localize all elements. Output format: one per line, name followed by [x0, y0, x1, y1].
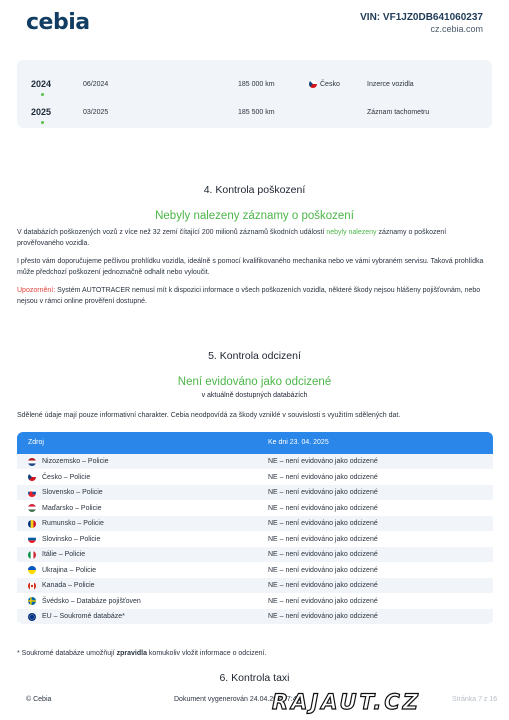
theft-table-row: [17, 470, 493, 486]
warning-label: Upozornění:: [17, 287, 56, 294]
column-date: Ke dni 23. 04. 2025: [268, 439, 329, 446]
theft-source: Itálie – Policie: [42, 551, 86, 558]
footer-page: Stránka 7 z 16: [452, 696, 498, 703]
flag-si-icon: [28, 535, 36, 543]
flag-nl-icon: [28, 458, 36, 466]
theft-table-row: [17, 516, 493, 532]
theft-table-row: [17, 578, 493, 594]
theft-source: EU – Soukromé databáze*: [42, 613, 125, 620]
theft-table-row: [17, 609, 493, 625]
theft-table-row: [17, 501, 493, 517]
timeline-date: 03/2025: [83, 109, 109, 116]
timeline-source: Inzerce vozidla: [367, 81, 414, 88]
footer-generated: Dokument vygenerován 24.04.2025 7:40: [174, 696, 301, 703]
flag-ua-icon: [28, 566, 36, 574]
footnote-text-end: komukoliv vložit informace o odcizení.: [146, 650, 267, 657]
timeline-country: Česko: [320, 81, 340, 88]
theft-status: NE – není evidováno jako odcizené: [268, 613, 378, 620]
timeline-source: Záznam tachometru: [367, 109, 430, 116]
theft-source: Slovinsko – Policie: [42, 535, 101, 543]
mileage-timeline: [17, 60, 492, 128]
theft-source: Švédsko – Databáze pojišťoven: [42, 597, 141, 605]
damage-section-title: 4. Kontrola poškození: [203, 184, 306, 196]
theft-headline: Není evidováno jako odcizené: [177, 376, 332, 388]
theft-table-row: [17, 532, 493, 548]
footer-copyright: © Cebia: [26, 696, 52, 703]
theft-table-row: [17, 485, 493, 501]
flag-hu-icon: [28, 504, 36, 512]
czech-flag-icon: [309, 80, 317, 88]
cebia-logo: cebia: [26, 10, 90, 35]
page-footer: [0, 690, 509, 720]
timeline-row: [17, 71, 492, 99]
flag-ca-icon: [28, 582, 36, 590]
theft-status: NE – není evidováno jako odcizené: [268, 597, 378, 605]
theft-source: Kanada – Policie: [42, 582, 95, 589]
theft-table-row: [17, 563, 493, 579]
damage-p1-highlight: nebyly nalezeny: [326, 229, 377, 236]
timeline-year: 2025: [31, 107, 52, 117]
theft-source: Ukrajina – Policie: [42, 566, 97, 574]
damage-p1-text-end: záznamy o poškození prověřovaného vozidla.: [17, 229, 447, 247]
theft-table-body: [17, 454, 493, 625]
timeline-date: 06/2024: [83, 81, 109, 88]
theft-table-row: [17, 594, 493, 610]
flag-cz-icon: [28, 473, 36, 481]
footnote-text: * Soukromé databáze umožňují: [17, 650, 117, 657]
theft-table-row: [17, 547, 493, 563]
timeline-km: 185 500 km: [238, 109, 275, 116]
theft-status: NE – není evidováno jako odcizené: [268, 566, 378, 574]
site-url: cz.cebia.com: [430, 24, 483, 34]
theft-table-header: [17, 432, 493, 454]
theft-status: NE – není evidováno jako odcizené: [268, 473, 378, 481]
watermark: RAJAUT.CZ: [272, 690, 421, 714]
theft-status: NE – není evidováno jako odcizené: [268, 458, 378, 465]
theft-status: NE – není evidováno jako odcizené: [268, 582, 378, 589]
theft-disclaimer: Sdělené údaje mají pouze informativní charakter. Cebia neodpovídá za škody vzniklé v souvislosti s využitím sdělených dat.: [17, 412, 401, 419]
damage-paragraph-2: I přesto vám doporučujeme pečlivou prohlídku vozidla, ideálně s pomocí kvalifikovaného mechanika nebo ve vámi vybraném servisu. Taková prohlídka může předchozí poškození jednoznačně odhalit nebo vyloučit.: [17, 258, 484, 276]
footnote-emphasis: zpravidla: [116, 650, 147, 657]
timeline-dot-icon: [41, 93, 44, 96]
timeline-dot-icon: [41, 121, 44, 124]
theft-source: Slovensko – Policie: [42, 489, 103, 496]
flag-ro-icon: [28, 520, 36, 528]
timeline-year: 2024: [31, 79, 52, 89]
taxi-section-title: 6. Kontrola taxi: [219, 672, 290, 684]
theft-footnote: [17, 650, 266, 657]
theft-source: Maďarsko – Policie: [42, 504, 102, 512]
damage-headline: Nebyly nalezeny záznamy o poškození: [155, 210, 354, 222]
theft-source: Nizozemsko – Policie: [42, 458, 109, 465]
flag-eu-icon: [28, 613, 36, 621]
warning-text: Systém AUTOTRACER nemusí mít k dispozici informace o všech poškozeních vozidla, některé škody nejsou hlášeny pojišťovnám, nebo nejsou v rámci online prověření dostupné.: [17, 287, 481, 305]
theft-section-title: 5. Kontrola odcizení: [208, 350, 301, 362]
timeline-km: 185 000 km: [238, 81, 275, 88]
theft-status: NE – není evidováno jako odcizené: [268, 520, 378, 527]
theft-table: [17, 432, 493, 625]
theft-status: NE – není evidováno jako odcizené: [268, 504, 378, 512]
theft-status: NE – není evidováno jako odcizené: [268, 535, 378, 543]
damage-paragraph-1: [17, 228, 493, 249]
report-header: [0, 0, 509, 50]
theft-source: Rumunsko – Policie: [42, 520, 104, 527]
flag-it-icon: [28, 551, 36, 559]
theft-status: NE – není evidováno jako odcizené: [268, 489, 378, 496]
column-source: Zdroj: [28, 439, 44, 446]
damage-paragraph-3: [17, 286, 493, 307]
damage-p1-text: V databázích poškozených vozů z více než 32 zemí čítající 200 milionů záznamů škodních událostí: [17, 229, 327, 236]
flag-sk-icon: [28, 489, 36, 497]
theft-source: Česko – Policie: [42, 473, 91, 481]
theft-table-row: [17, 454, 493, 470]
timeline-row: [17, 99, 492, 127]
theft-subnote: v aktuálně dostupných databázích: [201, 392, 308, 399]
vin-number: VIN: VF1JZ0DB641060237: [360, 12, 483, 23]
theft-status: NE – není evidováno jako odcizené: [268, 551, 378, 558]
flag-se-icon: [28, 597, 36, 605]
